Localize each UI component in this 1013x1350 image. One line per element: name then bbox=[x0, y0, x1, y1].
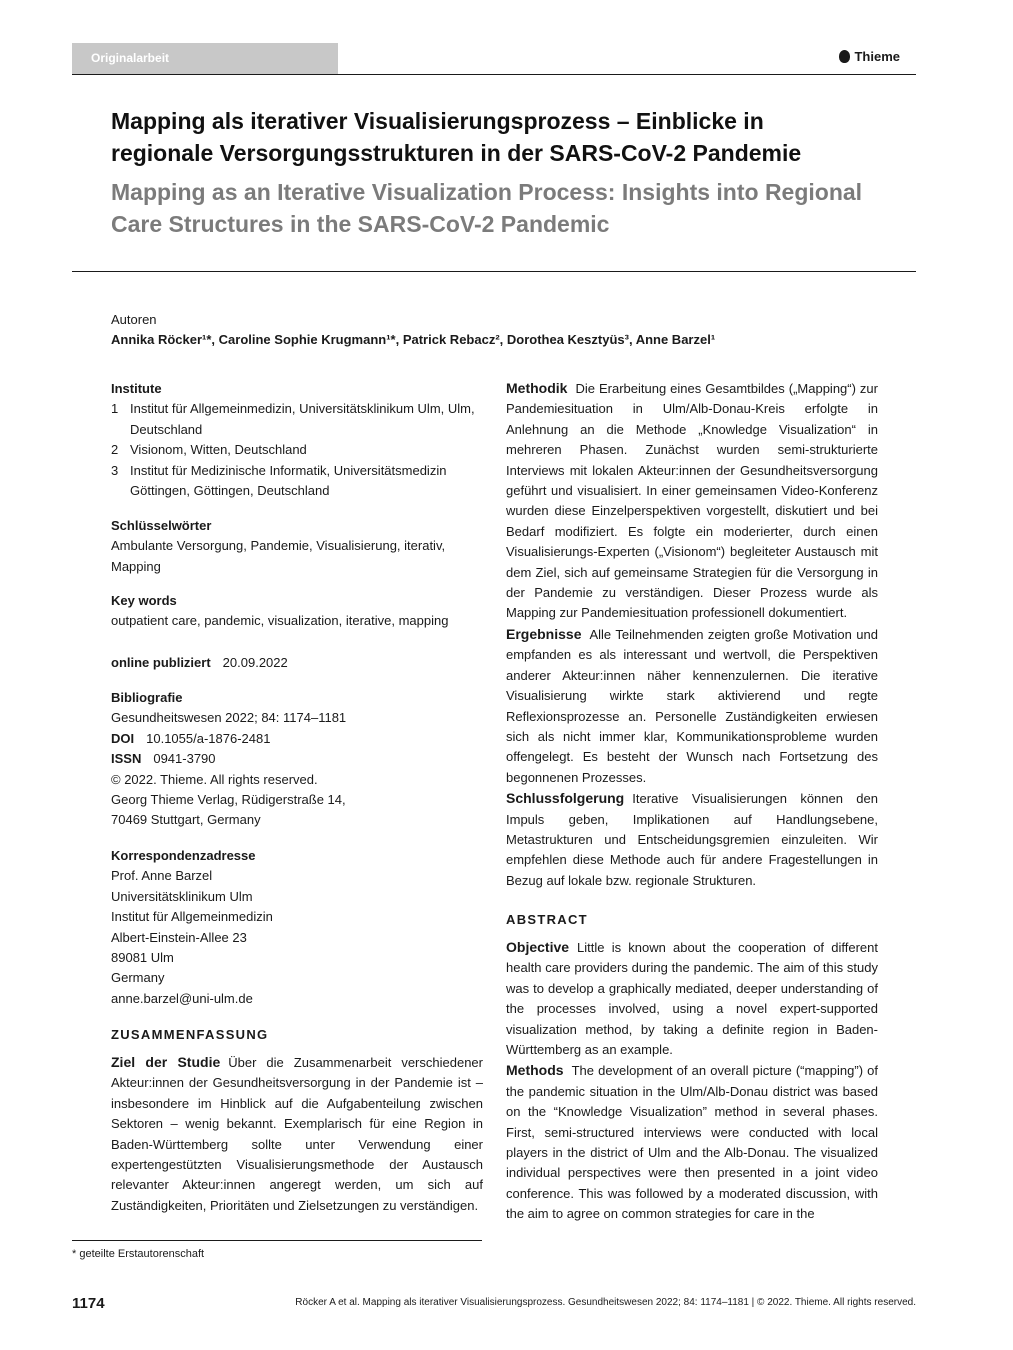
footnote: * geteilte Erstautorenschaft bbox=[72, 1248, 205, 1260]
keywords-de-text: Ambulante Versorgung, Pandemie, Visualisierung, iterativ, Mapping bbox=[111, 538, 446, 574]
keywords-de-label: Schlüsselwörter bbox=[111, 518, 212, 533]
address-line: Universitätsklinikum Ulm bbox=[111, 888, 253, 904]
address-line: Prof. Anne Barzel bbox=[111, 868, 213, 884]
institutes-label: Institute bbox=[111, 381, 162, 396]
address-line: Institut für Allgemeinmedizin bbox=[111, 909, 273, 925]
doi-row: DOI 10.1055/a-1876-2481 bbox=[111, 730, 271, 746]
online-published bbox=[111, 653, 483, 673]
address-line: Albert-Einstein-Allee 23 bbox=[111, 929, 247, 945]
keywords-en-block bbox=[111, 591, 483, 632]
section-tab bbox=[72, 43, 338, 74]
keywords-en-text: outpatient care, pandemic, visualization, iterative, mapping bbox=[111, 613, 449, 629]
copyright: © 2022. Thieme. All rights reserved. bbox=[111, 771, 318, 787]
zusammenfassung-continued bbox=[506, 378, 878, 891]
doi-link[interactable]: 10.1055/a-1876-2481 bbox=[146, 730, 271, 746]
zusammenfassung-heading: ZUSAMMENFASSUNG bbox=[111, 1027, 269, 1042]
header-divider bbox=[72, 74, 916, 75]
address-line: Germany bbox=[111, 970, 165, 986]
title-german: Mapping als iterativer Visualisierungsprozess – Einblicke in regionale Versorgungsstrukturen in der SARS-CoV-2 Pandemie bbox=[111, 108, 802, 166]
institutes-list bbox=[111, 399, 483, 501]
online-date: 20.09.2022 bbox=[222, 655, 288, 670]
ziel-text: Über die Zusammenarbeit verschiedener Akteur:innen der Gesundheitsversorgung in der Pandemie ist – insbesondere im Hinblick auf die Aufgabenteilung zwischen Sektoren – wenig bekannt. Exemplarisch für eine Region in Baden-Württemberg sollte unter Verwendung einer expertengestützten Visualisierungsmethode der Austausch relevanter Akteur:innen angeregt werden, um sich auf Zuständigkeiten, Prioritäten und Zielsetzungen zu verständigen. bbox=[111, 1055, 483, 1213]
correspondence-label: Korrespondenzadresse bbox=[111, 848, 256, 863]
schlussfolgerung-paragraph: Schlussfolgerung Iterative Visualisierungen können den Impuls geben, Implikationen auf Handlungsebene, Metastrukturen und Entscheidungsgremien einzuleiten. Wir empfehlen diese Methode auch für andere Fragestellungen in Bezug auf lokale bzw. regionale Strukturen. bbox=[506, 790, 878, 888]
bibliography-label: Bibliografie bbox=[111, 690, 183, 705]
correspondence-block bbox=[111, 846, 483, 1009]
page-number: 1174 bbox=[72, 1295, 105, 1312]
issn-row: ISSN 0941-3790 bbox=[111, 751, 216, 767]
bibliography-block bbox=[111, 688, 483, 831]
objective-paragraph: Objective Little is known about the cooperation of different health care providers during the pandemic. The aim of this study was to develop a graphically mediated, deeper understanding of the processes involved, using a novel expert-supported visualization method, by taking a definite region in Baden-Württemberg as an example. bbox=[506, 939, 878, 1058]
section-label: Originalarbeit bbox=[91, 51, 170, 65]
methods-paragraph: Methods The development of an overall picture (“mapping”) of the pandemic situation in the Ulm/Alb-Donau district was based on the “Knowledge Visualization” method in several phases. First, semi-structured interviews were conducted with local players in the district of Ulm and the Alb-Donau. The visualized individual perspectives were then presented in a joint video conference. This was followed by a moderated discussion, with the aim to agree on common strategies for care in the bbox=[506, 1062, 878, 1222]
title-english: Mapping as an Iterative Visualization Process: Insights into Regional Care Structures in the SARS-CoV-2 Pandemic bbox=[111, 179, 863, 237]
publisher-address-2: 70469 Stuttgart, Germany bbox=[111, 812, 261, 828]
publisher-address-1: Georg Thieme Verlag, Rüdigerstraße 14, bbox=[111, 792, 346, 808]
title-divider bbox=[72, 271, 916, 272]
online-label: online publiziert bbox=[111, 655, 211, 670]
abstract-body bbox=[506, 937, 878, 1225]
list-item: 2 Visionom, Witten, Deutschland bbox=[111, 442, 307, 458]
ziel-label: Ziel der Studie bbox=[111, 1054, 221, 1070]
authors-label: Autoren bbox=[111, 312, 157, 327]
institutes-block bbox=[111, 379, 483, 501]
journal-citation: Gesundheitswesen 2022; 84: 1174–1181 bbox=[111, 710, 347, 726]
footnote-divider bbox=[72, 1240, 482, 1241]
keywords-en-label: Key words bbox=[111, 593, 177, 608]
ziel-paragraph bbox=[111, 1052, 483, 1216]
authors-block bbox=[111, 310, 911, 351]
email-link[interactable]: anne.barzel@uni-ulm.de bbox=[111, 990, 253, 1006]
brand-name: Thieme bbox=[854, 49, 900, 64]
keywords-de-block bbox=[111, 516, 483, 577]
publisher-brand bbox=[839, 49, 900, 64]
authors-list: Annika Röcker¹*, Caroline Sophie Krugmann¹*, Patrick Rebacz², Dorothea Kesztyüs³, Anne Barzel¹ bbox=[111, 332, 716, 348]
methodik-paragraph: Methodik Die Erarbeitung eines Gesamtbildes („Mapping“) zur Pandemiesituation in Ulm/Alb-Donau-Kreis erfolgte in Anlehnung an die Methode „Knowledge Visualization“ in mehreren Phasen. Zunächst wurden semi-strukturierte Interviews mit lokalen Akteur:innen der Gesundheitsversorgung geführt und visualisiert. In einer gemeinsamen Video-Konferenz wurden diese Einzelperspektiven vorgestellt, diskutiert und bei Bedarf modifiziert. Es folgte ein moderierter, durch einen Visualisierungs-Experten („Visionom“) begleiteter Austausch mit dem Ziel, sich auf gemeinsame Strategien für die Versorgung in der Pandemie zu verständigen. Dieser Prozess wurde als Mapping zur Pandemiesituation professionell dokumentiert. bbox=[506, 380, 878, 621]
address-line: 89081 Ulm bbox=[111, 950, 174, 966]
list-item: 1 Institut für Allgemeinmedizin, Universitätsklinikum Ulm, Ulm, Deutschland bbox=[111, 401, 475, 437]
list-item: 3 Institut für Medizinische Informatik, Universitätsmedizin Göttingen, Göttingen, Deutschland bbox=[111, 462, 447, 499]
abstract-heading: ABSTRACT bbox=[506, 912, 588, 927]
ergebnisse-paragraph: Ergebnisse Alle Teilnehmenden zeigten große Motivation und empfanden es als interessant und wertvoll, die Perspektiven anderer Akteur:innen näher kennenzulernen. Die iterative Visualisierung wirkte stark aktivierend und regte Reflexionsprozesse an. Personelle Zuständigkeiten erwiesen sich als nicht immer klar, Kommunikationsprobleme wurden offengelegt. Es besteht der Wunsch nach Fortsetzung des begonnenen Prozesses. bbox=[506, 625, 878, 785]
footer-citation: Röcker A et al. Mapping als iterativer Visualisierungsprozess. Gesundheitswesen 2022; 84: 1174–1181 | © 2022. Thieme. All rights reserved. bbox=[295, 1297, 916, 1308]
thieme-logo-icon bbox=[839, 50, 850, 63]
